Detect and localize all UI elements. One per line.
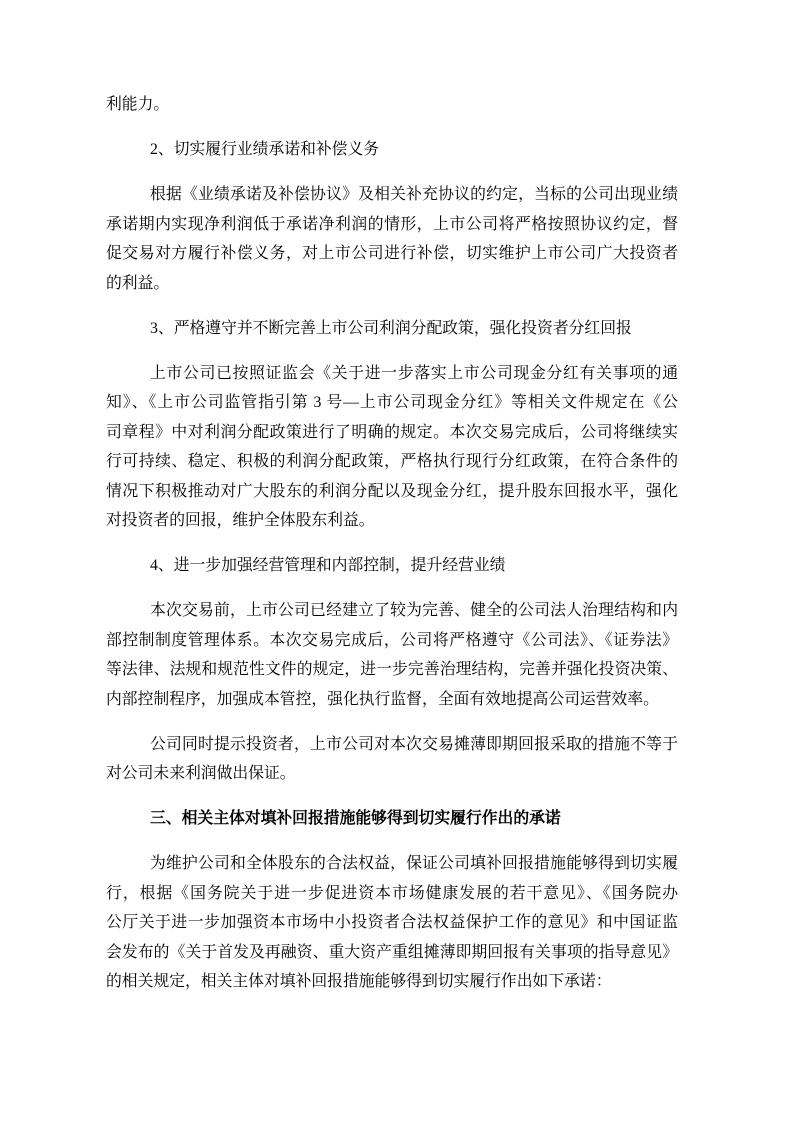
- numbered-heading: [106, 551, 678, 581]
- text-line: 3、严格遵守并不断完善上市公司利润分配政策，强化投资者分红回报: [150, 319, 632, 337]
- text-line: 会发布的《关于首发及再融资、重大资产重组摊薄即期回报有关事项的指导意见》: [106, 943, 678, 961]
- paragraph: [106, 596, 678, 714]
- text-line: 部控制制度管理体系。本次交易完成后，公司将严格遵守《公司法》、《证券法》: [106, 631, 678, 649]
- text-line: 行可持续、稳定、积极的利润分配政策，严格执行现行分红政策，在符合条件的: [106, 453, 678, 470]
- text-line: 内部控制程序，加强成本管控，强化执行监督，全面有效地提高公司运营效率。: [106, 690, 659, 708]
- text-line: 承诺期内实现净利润低于承诺净利润的情形，上市公司将严格按照协议约定，督: [106, 215, 678, 233]
- text-line: 行，根据《国务院关于进一步促进资本市场健康发展的若干意见》、《国务院办: [106, 884, 678, 902]
- paragraph-continuation: [106, 90, 678, 120]
- text-line: 公厅关于进一步加强资本市场中小投资者合法权益保护工作的意见》和中国证监: [106, 914, 678, 931]
- text-line: 对投资者的回报，维护全体股东利益。: [106, 512, 375, 529]
- paragraph: [106, 849, 678, 997]
- text-line: 司章程》中对利润分配政策进行了明确的规定。本次交易完成后，公司将继续实: [106, 423, 678, 441]
- paragraph: [106, 180, 678, 298]
- text-line: 的利益。: [106, 274, 170, 292]
- text-line: 情况下积极推动对广大股东的利润分配以及现金分红，提升股东回报水平，强化: [106, 482, 678, 500]
- section-heading: [106, 804, 678, 834]
- text-line: 促交易对方履行补偿义务，对上市公司进行补偿，切实维护上市公司广大投资者: [106, 245, 678, 262]
- text-line: 2、切实履行业绩承诺和补偿义务: [150, 141, 380, 158]
- paragraph: [106, 730, 678, 789]
- text-line: 4、进一步加强经营管理和内部控制，提升经营业绩: [150, 557, 506, 574]
- text-line: 根据《业绩承诺及补偿协议》及相关补充协议的约定，当标的公司出现业绩: [150, 186, 678, 203]
- text-line: 上市公司已按照证监会《关于进一步落实上市公司现金分红有关事项的通: [150, 364, 678, 382]
- text-line: 公司同时提示投资者，上市公司对本次交易摊薄即期回报采取的措施不等于: [150, 735, 678, 753]
- text-line: 等法律、法规和规范性文件的规定，进一步完善治理结构，完善并强化投资决策、: [106, 661, 678, 678]
- text-line: 利能力。: [106, 96, 170, 113]
- numbered-heading: [106, 314, 678, 344]
- document-text-area: [106, 90, 678, 997]
- text-line: 的相关规定，相关主体对填补回报措施能够得到切实履行作出如下承诺：: [106, 973, 612, 990]
- paragraph: [106, 359, 678, 536]
- numbered-heading: [106, 135, 678, 165]
- text-line: 本次交易前，上市公司已经建立了较为完善、健全的公司法人治理结构和内: [150, 602, 678, 619]
- text-line: 知》、《上市公司监管指引第 3 号—上市公司现金分红》等相关文件规定在《公: [106, 394, 678, 411]
- text-line: 对公司未来利润做出保证。: [106, 765, 296, 782]
- text-line: 为维护公司和全体股东的合法权益，保证公司填补回报措施能够得到切实履: [150, 855, 678, 872]
- text-line: 三、相关主体对填补回报措施能够得到切实履行作出的承诺: [150, 810, 561, 827]
